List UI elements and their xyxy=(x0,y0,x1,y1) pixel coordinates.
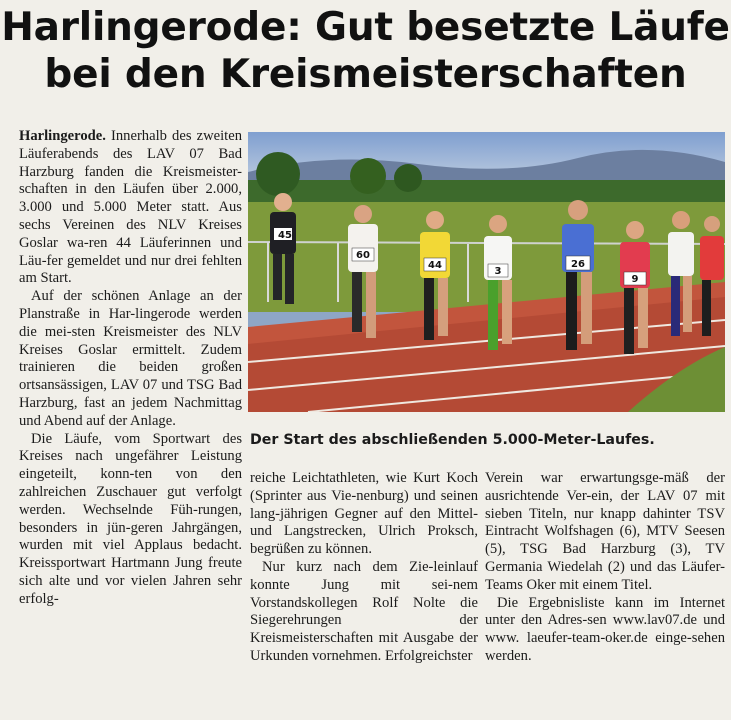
bib-number: 9 xyxy=(631,274,639,285)
headline-line-1: Harlingerode: Gut besetzte Läufe xyxy=(1,5,730,50)
dateline: Harlingerode. xyxy=(19,128,106,144)
paragraph xyxy=(250,470,478,559)
paragraph-text: Die Läufe, vom Sportwart des Kreises nach ungefährer Leistung eingeteilt, konn-ten von den zahlreichen Zuschauer gut verfolgt werden. Wechselnde Füh-rungen, besonders in jün-geren Jahrgängen, wurden mit viel Applaus bedacht. Kreissportwart Hartmann Jung freute sich alte und vor vielen Jahren sehr erfolg- xyxy=(19,430,242,607)
paragraph-text: reiche Leichtathleten, wie Kurt Koch (Sprinter aus Vie-nenburg) und seinen lang-jährigen Gegner auf den Mittel- und Langstrecken, Ulrich Proksch, begrüßen zu können. xyxy=(250,470,478,558)
paragraph xyxy=(19,128,242,288)
bib-number: 44 xyxy=(428,260,442,271)
paragraph xyxy=(485,595,725,666)
bib-number: 26 xyxy=(571,259,585,270)
race-start-photo xyxy=(248,132,725,412)
article-column-2 xyxy=(250,470,478,666)
paragraph-text: Nur kurz nach dem Zie-leinlauf konnte Jung mit sei-nem Vorstandskollegen Rolf Nolte die Siegerehrungen der Kreismeisterschaften mit Ausgabe der Urkunden vornehmen. Erfolgreichster xyxy=(250,558,478,664)
bib-number: 45 xyxy=(278,230,292,241)
paragraph-text: Auf der schönen Anlage an der Planstraße in Har-lingerode werden die mei-sten Kreismeister des NLV Kreises Goslar ermittelt. Zudem trainieren die beiden großen ortsansässigen, LAV 07 und TSG Bad Harzburg, fast an jedem Nachmittag und Abend auf der Anlage. xyxy=(19,288,242,429)
paragraph xyxy=(250,559,478,666)
bib-number: 3 xyxy=(494,266,502,277)
paragraph xyxy=(485,470,725,595)
paragraph xyxy=(19,288,242,430)
photo-caption: Der Start des abschließenden 5.000-Meter-Laufes. xyxy=(250,432,655,448)
paragraph xyxy=(19,431,242,609)
photo-illustration xyxy=(248,132,725,412)
headline xyxy=(0,4,731,98)
article-column-3 xyxy=(485,470,725,666)
paragraph-text: Die Ergebnisliste kann im Internet unter den Adres-sen www.lav07.de und www. laeufer-team-oker.de einge-sehen werden. xyxy=(485,594,725,664)
paragraph-text: Innerhalb des zweiten Läuferabends des LAV 07 Bad Harzburg fanden die Kreismeister-schaften in den Läufen über 2.000, 3.000 und 5.000 Meter statt. Aus sechs Vereinen des NLV Kreises Goslar wa-ren 44 Läuferinnen und Läu-fer gemeldet und nur drei fehlten am Start. xyxy=(19,128,242,287)
headline-line-2: bei den Kreismeisterschaften xyxy=(44,52,687,97)
paragraph-text: Verein war erwartungsge-mäß der ausrichtende Ver-ein, der LAV 07 mit sieben Titeln, nur knapp dahinter TSV Eintracht Wolfshagen (6), MTV Seesen (5), TSG Bad Harzburg (3), TV Germania Wiedelah (2) und das Läufer-Teams Oker mit einem Titel. xyxy=(485,470,725,593)
article-column-1 xyxy=(19,128,242,609)
bib-number: 60 xyxy=(356,250,370,261)
